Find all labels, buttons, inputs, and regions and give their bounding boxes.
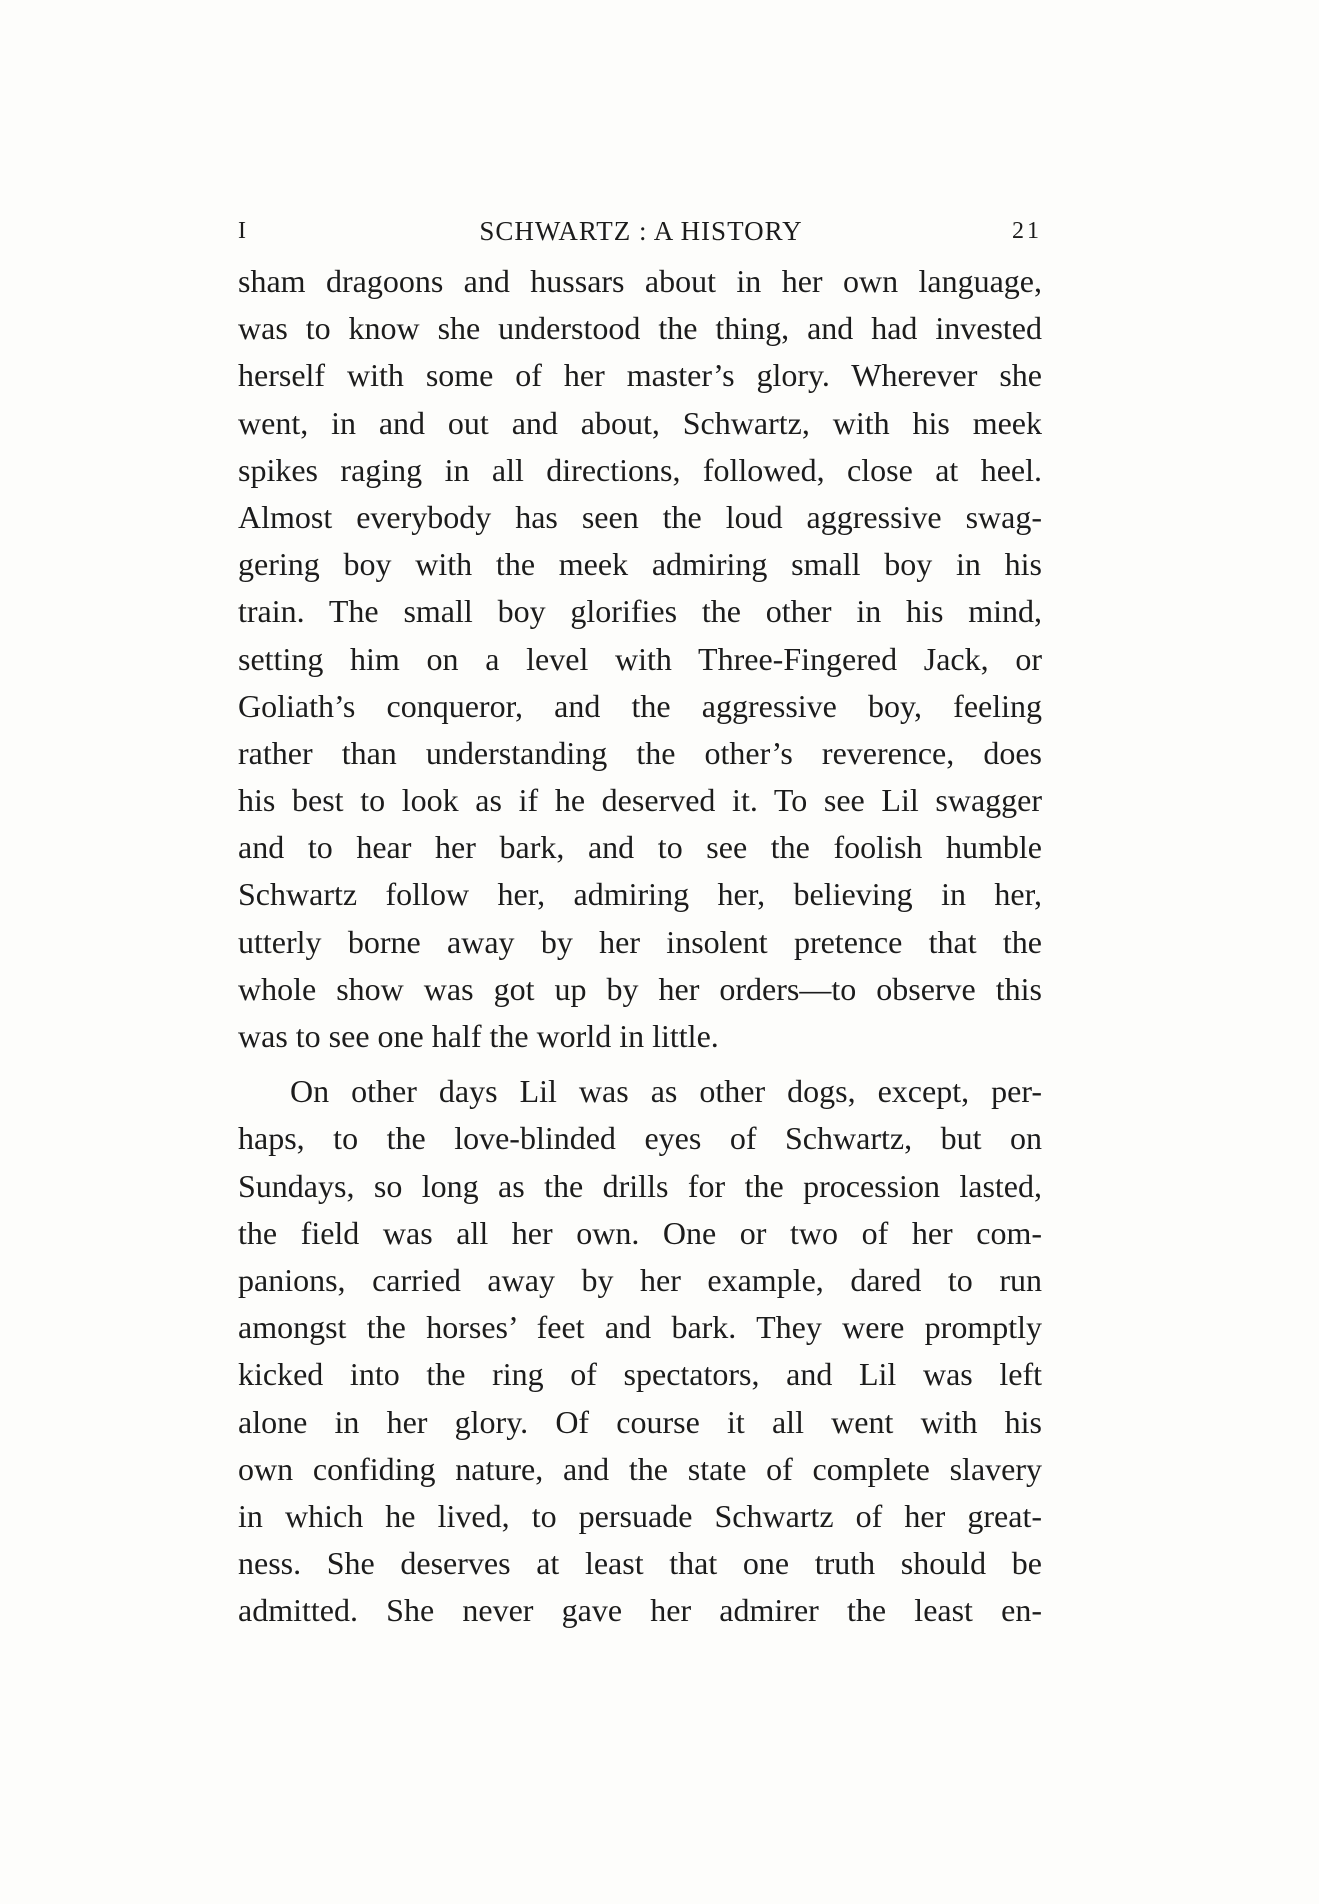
running-title: SCHWARTZ : A HISTORY (479, 216, 803, 246)
text-line: spikes raging in all directions, followed, close at heel. (238, 451, 1042, 488)
text-line: ness. She deserves at least that one truth should be (238, 1545, 1042, 1582)
text-line: Almost everybody has seen the loud aggressive swag- (238, 498, 1042, 535)
body-text (238, 258, 1042, 1634)
text-line: Sundays, so long as the drills for the procession lasted, (238, 1167, 1042, 1204)
text-line: in which he lived, to persuade Schwartz of her great- (238, 1497, 1042, 1534)
text-line: alone in her glory. Of course it all went with his (238, 1403, 1042, 1440)
text-line: setting him on a level with Three-Fingered Jack, or (238, 640, 1042, 677)
paragraph-2 (238, 1068, 1042, 1634)
text-line: gering boy with the meek admiring small boy in his (238, 546, 1042, 583)
text-line: whole show was got up by her orders—to observe this (238, 970, 1042, 1007)
text-line: rather than understanding the other’s reverence, does (238, 734, 1042, 771)
text-line: was to know she understood the thing, and had invested (238, 310, 1042, 347)
section-number: I (238, 218, 247, 244)
text-line: herself with some of her master’s glory. Wherever she (238, 357, 1042, 394)
paragraph-gap (238, 1060, 1042, 1068)
text-line: his best to look as if he deserved it. To see Lil swagger (238, 782, 1042, 819)
text-line: On other days Lil was as other dogs, except, per- (290, 1073, 1042, 1110)
text-line: went, in and out and about, Schwartz, with his meek (238, 404, 1042, 441)
paragraph-1 (238, 258, 1042, 1060)
text-line: admitted. She never gave her admirer the least en- (238, 1592, 1042, 1629)
page-number: 21 (1012, 218, 1042, 244)
text-line: and to hear her bark, and to see the foolish humble (238, 829, 1042, 866)
text-line: amongst the horses’ feet and bark. They were promptly (238, 1309, 1042, 1346)
text-line: kicked into the ring of spectators, and Lil was left (238, 1356, 1042, 1393)
text-line: haps, to the love-blinded eyes of Schwartz, but on (238, 1120, 1042, 1157)
text-line: own confiding nature, and the state of complete slavery (238, 1450, 1042, 1487)
text-line: sham dragoons and hussars about in her own language, (238, 263, 1042, 299)
text-line: was to see one half the world in little. (238, 1018, 719, 1054)
text-line: Goliath’s conqueror, and the aggressive boy, feeling (238, 687, 1042, 724)
text-line: train. The small boy glorifies the other in his mind, (238, 593, 1042, 630)
text-line: Schwartz follow her, admiring her, believing in her, (238, 876, 1042, 913)
text-line: utterly borne away by her insolent pretence that the (238, 923, 1042, 960)
text-line: panions, carried away by her example, dared to run (238, 1261, 1042, 1298)
text-line: the field was all her own. One or two of her com- (238, 1214, 1042, 1251)
running-head (232, 214, 1050, 254)
